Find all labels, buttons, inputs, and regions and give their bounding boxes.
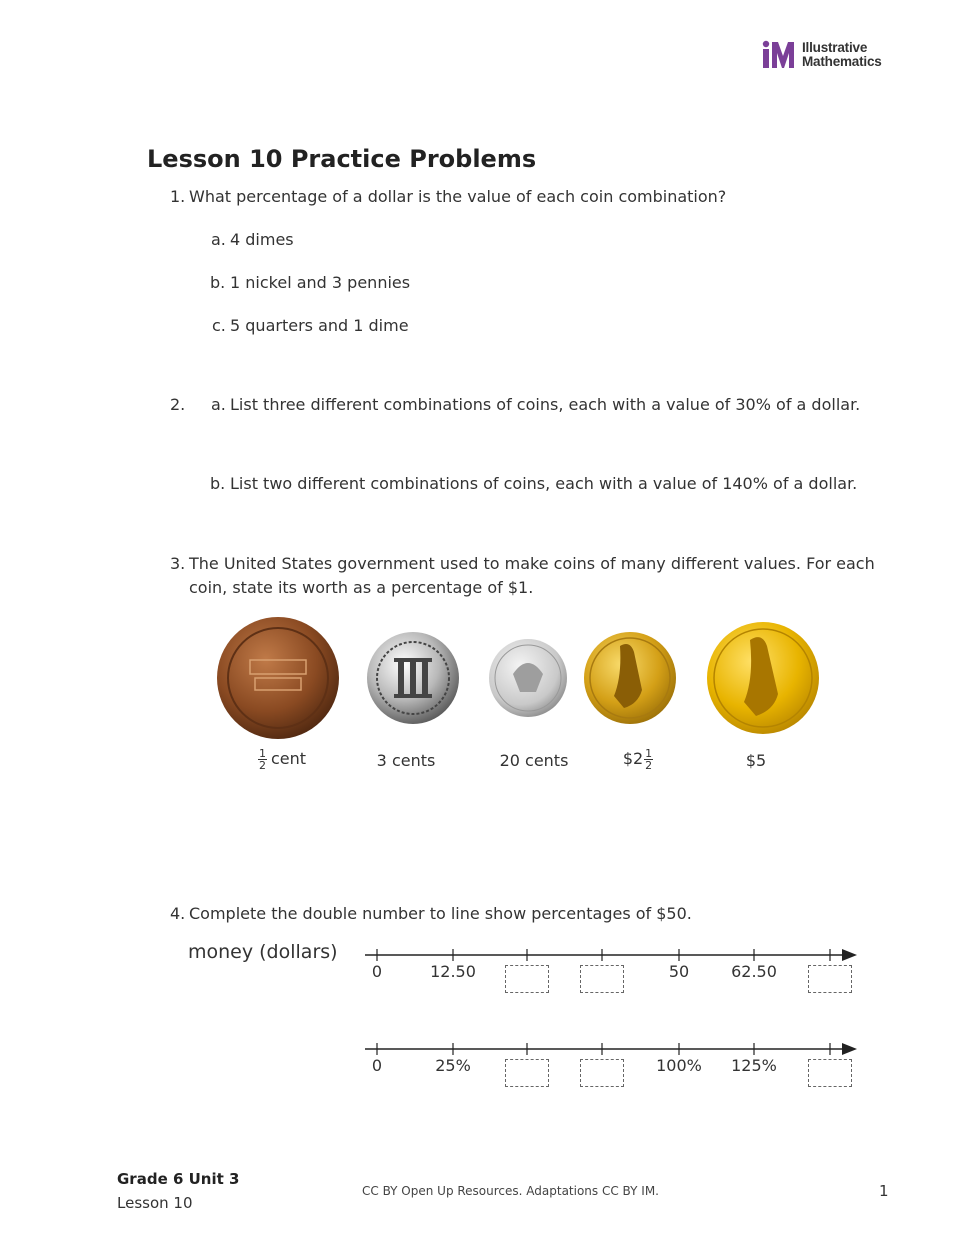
- coin-label-five-dollar: $5: [745, 751, 767, 770]
- coin-label-twenty-cents: 20 cents: [499, 751, 569, 770]
- q1b-text: 1 nickel and 3 pennies: [230, 273, 411, 292]
- top-line-answer-box-6[interactable]: [808, 965, 852, 993]
- top-line-answer-box-2[interactable]: [505, 965, 549, 993]
- top-line-value-0: 0: [371, 962, 383, 981]
- bottom-line-answer-box-6[interactable]: [808, 1059, 852, 1087]
- twenty-cents-coin: [489, 639, 567, 717]
- q3-number: 3.: [170, 554, 186, 573]
- logo-line1: Illustrative: [802, 40, 868, 55]
- three-cents-coin: [367, 632, 459, 724]
- im-logo: [762, 40, 902, 72]
- footer-license: CC BY Open Up Resources. Adaptations CC BY IM.: [362, 1184, 659, 1198]
- arrow-right-icon: [842, 1043, 857, 1055]
- coin-label-half-cent: [222, 748, 342, 771]
- top-number-line-label: money (dollars): [188, 941, 338, 963]
- top-number-line: [365, 949, 857, 961]
- coin-label-three-cents: 3 cents: [376, 751, 436, 770]
- q3-line1: The United States government used to make coins of many different values. For each: [189, 554, 875, 573]
- half-cent-coin: [217, 617, 339, 739]
- footer-grade: Grade 6 Unit 3: [117, 1170, 240, 1188]
- q4-number: 4.: [170, 904, 186, 923]
- q4-text: Complete the double number to line show percentages of $50.: [189, 904, 692, 923]
- q2b-text: List two different combinations of coins, each with a value of 140% of a dollar.: [230, 474, 858, 493]
- q1a-label: a.: [211, 230, 226, 249]
- top-line-value-1: 12.50: [430, 962, 476, 981]
- coin-images: [210, 612, 850, 742]
- arrow-right-icon: [842, 949, 857, 961]
- bottom-line-value-4: 100%: [656, 1056, 702, 1075]
- fraction-denominator: 2: [645, 759, 653, 772]
- q1c-text: 5 quarters and 1 dime: [230, 316, 409, 335]
- quarter-eagle-coin: [584, 632, 676, 724]
- bottom-line-value-0: 0: [371, 1056, 383, 1075]
- q2b-label: b.: [210, 474, 226, 493]
- q3-line2: coin, state its worth as a percentage of $1.: [189, 578, 534, 597]
- q1b-label: b.: [210, 273, 226, 292]
- two-fifty-fraction: [644, 748, 653, 771]
- q2a-label: a.: [211, 395, 226, 414]
- top-line-value-4: 50: [668, 962, 690, 981]
- im-logo-text: [802, 41, 882, 69]
- q2-number: 2.: [170, 395, 186, 414]
- bottom-line-answer-box-3[interactable]: [580, 1059, 624, 1087]
- coin-label-two-fifty: [580, 748, 700, 771]
- bottom-line-answer-box-2[interactable]: [505, 1059, 549, 1087]
- bottom-number-line: [365, 1043, 857, 1055]
- footer-lesson: Lesson 10: [117, 1194, 193, 1212]
- page-title: Lesson 10 Practice Problems: [147, 145, 537, 173]
- logo-line2: Mathematics: [802, 54, 882, 69]
- top-line-answer-box-3[interactable]: [580, 965, 624, 993]
- half-eagle-coin: [707, 622, 819, 734]
- top-line-value-5: 62.50: [731, 962, 777, 981]
- bottom-line-value-5: 125%: [731, 1056, 777, 1075]
- fraction-denominator: 2: [258, 759, 266, 772]
- q1a-text: 4 dimes: [230, 230, 294, 249]
- q1-text: What percentage of a dollar is the value of each coin combination?: [189, 187, 727, 206]
- q1-number: 1.: [170, 187, 186, 206]
- page-number: 1: [879, 1182, 889, 1200]
- im-logo-icon: [762, 40, 798, 70]
- two-fifty-prefix: $2: [622, 749, 644, 768]
- half-cent-fraction: [258, 748, 267, 771]
- q2a-text: List three different combinations of coins, each with a value of 30% of a dollar.: [230, 395, 861, 414]
- fraction-numerator: 1: [258, 747, 266, 760]
- q1c-label: c.: [212, 316, 226, 335]
- half-cent-unit: cent: [270, 749, 307, 768]
- bottom-line-value-1: 25%: [435, 1056, 471, 1075]
- fraction-numerator: 1: [645, 747, 653, 760]
